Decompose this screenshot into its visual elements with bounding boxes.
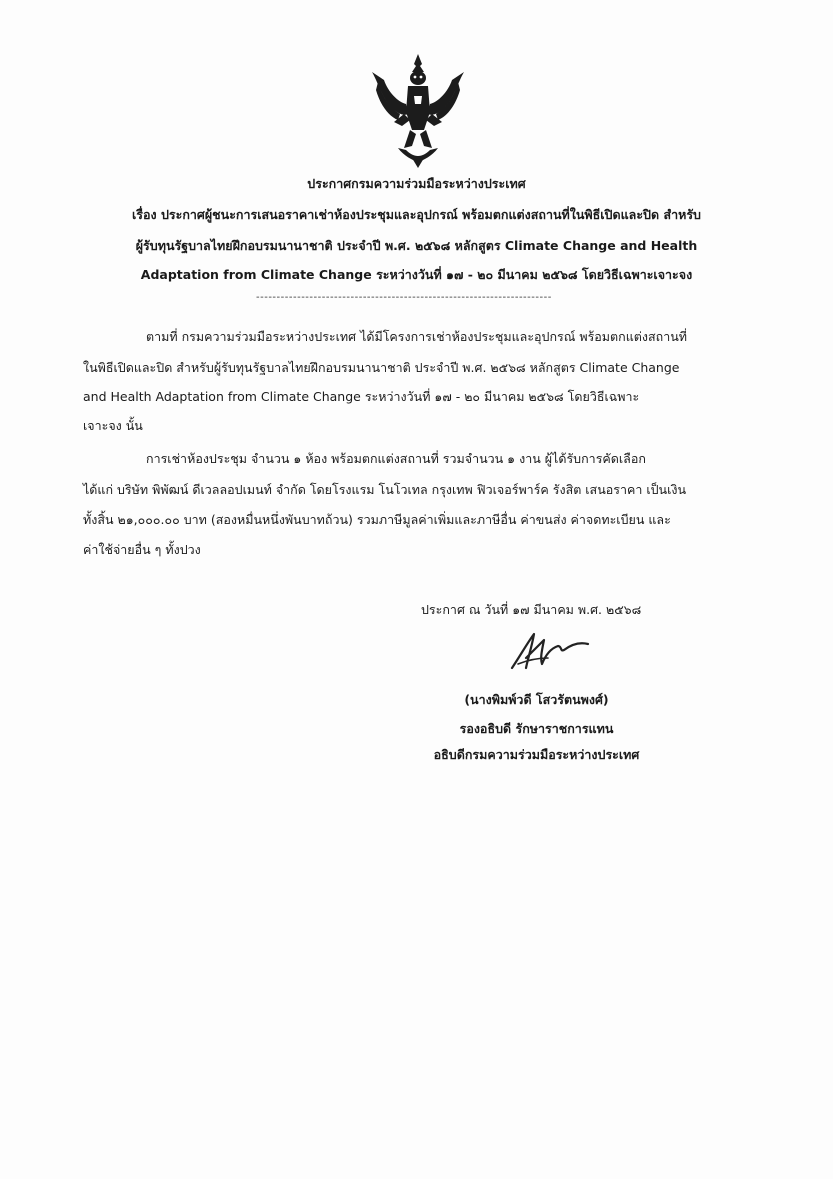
handwritten-signature xyxy=(504,628,594,674)
signer-title-1: รองอธิบดี รักษาราชการแทน xyxy=(459,721,614,736)
issuer-title: ประกาศกรมความร่วมมือระหว่างประเทศ xyxy=(307,176,526,191)
announcement-date: ประกาศ ณ วันที่ ๑๗ มีนาคม พ.ศ. ๒๕๖๘ xyxy=(421,602,642,617)
paragraph-1-line-2: ในพิธีเปิดและปิด สำหรับผู้รับทุนรัฐบาลไทยฝึกอบรมนานาชาติ ประจำปี พ.ศ. ๒๕๖๘ หลักสูตร Climate Change xyxy=(83,360,680,375)
paragraph-1-line-1: ตามที่ กรมความร่วมมือระหว่างประเทศ ได้มีโครงการเช่าห้องประชุมและอุปกรณ์ พร้อมตกแต่งสถานที่ xyxy=(146,329,688,344)
subject-line-3: Adaptation from Climate Change ระหว่างวันที่ ๑๗ - ๒๐ มีนาคม ๒๕๖๘ โดยวิธีเฉพาะเจาะจง xyxy=(140,267,693,282)
paragraph-1-line-3: and Health Adaptation from Climate Change ระหว่างวันที่ ๑๗ - ๒๐ มีนาคม ๒๕๖๘ โดยวิธีเฉพาะ xyxy=(83,389,640,404)
subject-line-2: ผู้รับทุนรัฐบาลไทยฝึกอบรมนานาชาติ ประจำปี พ.ศ. ๒๕๖๘ หลักสูตร Climate Change and Health xyxy=(135,238,698,253)
signer-title-2: อธิบดีกรมความร่วมมือระหว่างประเทศ xyxy=(433,747,640,762)
paragraph-2-line-3: ทั้งสิ้น ๒๑,๐๐๐.๐๐ บาท (สองหมื่นหนึ่งพันบาทถ้วน) รวมภาษีมูลค่าเพิ่มและภาษีอื่น ค่าขนส่ง ค่าจดทะเบียน และ xyxy=(83,512,671,527)
paragraph-1-line-4: เจาะจง นั้น xyxy=(83,418,143,433)
signer-name: (นางพิมพ์วดี โสวรัตนพงศ์) xyxy=(464,692,609,707)
paragraph-2-line-2: ได้แก่ บริษัท พิพัฒน์ ดีเวลลอปเมนท์ จำกัด โดยโรงแรม โนโวเทล กรุงเทพ ฟิวเจอร์พาร์ค รังสิต เสนอราคา เป็นเงิน xyxy=(83,482,687,497)
subject-line-1: เรื่อง ประกาศผู้ชนะการเสนอราคาเช่าห้องประชุมและอุปกรณ์ พร้อมตกแต่งสถานที่ในพิธีเปิดและปิด สำหรับ xyxy=(132,207,701,222)
divider: ------------------------------------------------------------------------ xyxy=(256,292,552,303)
paragraph-2-line-1: การเช่าห้องประชุม จำนวน ๑ ห้อง พร้อมตกแต่งสถานที่ รวมจำนวน ๑ งาน ผู้ได้รับการคัดเลือก xyxy=(146,451,646,466)
paragraph-2-line-4: ค่าใช้จ่ายอื่น ๆ ทั้งปวง xyxy=(83,542,201,557)
garuda-emblem-icon xyxy=(364,52,472,170)
